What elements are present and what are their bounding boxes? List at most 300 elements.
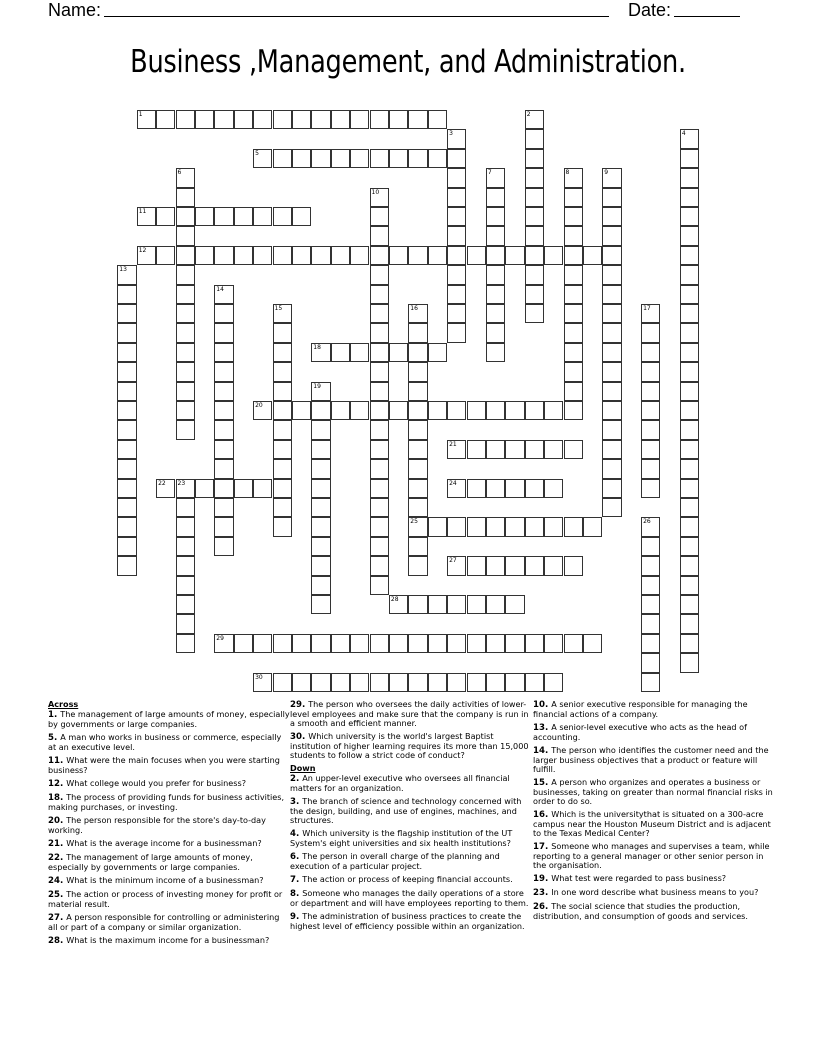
grid-cell[interactable] <box>602 168 621 187</box>
grid-cell[interactable] <box>525 440 544 459</box>
grid-cell[interactable] <box>331 673 350 692</box>
grid-cell[interactable] <box>447 673 466 692</box>
grid-cell[interactable] <box>583 517 602 536</box>
grid-cell[interactable] <box>176 265 195 284</box>
grid-cell[interactable] <box>641 517 660 536</box>
grid-cell[interactable] <box>195 246 214 265</box>
grid-cell[interactable] <box>564 265 583 284</box>
grid-cell[interactable] <box>525 634 544 653</box>
grid-cell[interactable] <box>234 207 253 226</box>
grid-cell[interactable] <box>525 265 544 284</box>
grid-cell[interactable] <box>273 304 292 323</box>
grid-cell[interactable] <box>350 110 369 129</box>
grid-cell[interactable] <box>253 673 272 692</box>
grid-cell[interactable] <box>273 634 292 653</box>
grid-cell[interactable] <box>176 343 195 362</box>
grid-cell[interactable] <box>117 382 136 401</box>
grid-cell[interactable] <box>525 246 544 265</box>
grid-cell[interactable] <box>214 382 233 401</box>
grid-cell[interactable] <box>505 595 524 614</box>
grid-cell[interactable] <box>350 343 369 362</box>
grid-cell[interactable] <box>525 304 544 323</box>
grid-cell[interactable] <box>117 401 136 420</box>
grid-cell[interactable] <box>311 479 330 498</box>
grid-cell[interactable] <box>564 634 583 653</box>
grid-cell[interactable] <box>680 382 699 401</box>
grid-cell[interactable] <box>486 401 505 420</box>
grid-cell[interactable] <box>350 246 369 265</box>
grid-cell[interactable] <box>525 556 544 575</box>
grid-cell[interactable] <box>602 420 621 439</box>
grid-cell[interactable] <box>564 207 583 226</box>
grid-cell[interactable] <box>486 479 505 498</box>
grid-cell[interactable] <box>370 149 389 168</box>
grid-cell[interactable] <box>447 479 466 498</box>
grid-cell[interactable] <box>602 323 621 342</box>
grid-cell[interactable] <box>176 285 195 304</box>
grid-cell[interactable] <box>214 304 233 323</box>
grid-cell[interactable] <box>447 517 466 536</box>
grid-cell[interactable] <box>408 440 427 459</box>
grid-cell[interactable] <box>447 226 466 245</box>
grid-cell[interactable] <box>156 479 175 498</box>
grid-cell[interactable] <box>253 401 272 420</box>
grid-cell[interactable] <box>486 343 505 362</box>
grid-cell[interactable] <box>311 634 330 653</box>
grid-cell[interactable] <box>641 673 660 692</box>
grid-cell[interactable] <box>544 556 563 575</box>
grid-cell[interactable] <box>273 420 292 439</box>
grid-cell[interactable] <box>505 440 524 459</box>
grid-cell[interactable] <box>156 246 175 265</box>
grid-cell[interactable] <box>447 265 466 284</box>
grid-cell[interactable] <box>389 149 408 168</box>
grid-cell[interactable] <box>408 304 427 323</box>
grid-cell[interactable] <box>680 537 699 556</box>
grid-cell[interactable] <box>311 401 330 420</box>
grid-cell[interactable] <box>525 207 544 226</box>
grid-cell[interactable] <box>214 207 233 226</box>
grid-cell[interactable] <box>292 246 311 265</box>
grid-cell[interactable] <box>428 595 447 614</box>
grid-cell[interactable] <box>486 556 505 575</box>
grid-cell[interactable] <box>117 420 136 439</box>
grid-cell[interactable] <box>641 401 660 420</box>
grid-cell[interactable] <box>214 498 233 517</box>
grid-cell[interactable] <box>602 285 621 304</box>
grid-cell[interactable] <box>428 149 447 168</box>
grid-cell[interactable] <box>486 207 505 226</box>
grid-cell[interactable] <box>117 343 136 362</box>
grid-cell[interactable] <box>253 479 272 498</box>
grid-cell[interactable] <box>505 556 524 575</box>
grid-cell[interactable] <box>447 440 466 459</box>
grid-cell[interactable] <box>641 343 660 362</box>
grid-cell[interactable] <box>544 440 563 459</box>
grid-cell[interactable] <box>311 246 330 265</box>
grid-cell[interactable] <box>214 459 233 478</box>
grid-cell[interactable] <box>234 246 253 265</box>
grid-cell[interactable] <box>117 479 136 498</box>
grid-cell[interactable] <box>602 246 621 265</box>
grid-cell[interactable] <box>311 440 330 459</box>
grid-cell[interactable] <box>525 129 544 148</box>
grid-cell[interactable] <box>370 537 389 556</box>
grid-cell[interactable] <box>176 576 195 595</box>
grid-cell[interactable] <box>311 110 330 129</box>
grid-cell[interactable] <box>680 653 699 672</box>
grid-cell[interactable] <box>311 595 330 614</box>
grid-cell[interactable] <box>408 323 427 342</box>
grid-cell[interactable] <box>680 517 699 536</box>
grid-cell[interactable] <box>525 401 544 420</box>
grid-cell[interactable] <box>156 207 175 226</box>
grid-cell[interactable] <box>486 226 505 245</box>
grid-cell[interactable] <box>467 479 486 498</box>
grid-cell[interactable] <box>408 382 427 401</box>
grid-cell[interactable] <box>389 595 408 614</box>
grid-cell[interactable] <box>544 517 563 536</box>
grid-cell[interactable] <box>176 304 195 323</box>
grid-cell[interactable] <box>680 479 699 498</box>
grid-cell[interactable] <box>214 479 233 498</box>
grid-cell[interactable] <box>408 673 427 692</box>
grid-cell[interactable] <box>544 479 563 498</box>
grid-cell[interactable] <box>525 168 544 187</box>
grid-cell[interactable] <box>311 382 330 401</box>
grid-cell[interactable] <box>408 246 427 265</box>
grid-cell[interactable] <box>583 246 602 265</box>
grid-cell[interactable] <box>447 556 466 575</box>
grid-cell[interactable] <box>408 595 427 614</box>
grid-cell[interactable] <box>117 304 136 323</box>
grid-cell[interactable] <box>117 440 136 459</box>
grid-cell[interactable] <box>195 479 214 498</box>
grid-cell[interactable] <box>311 517 330 536</box>
grid-cell[interactable] <box>564 304 583 323</box>
grid-cell[interactable] <box>447 323 466 342</box>
grid-cell[interactable] <box>311 343 330 362</box>
grid-cell[interactable] <box>389 343 408 362</box>
grid-cell[interactable] <box>176 420 195 439</box>
grid-cell[interactable] <box>447 246 466 265</box>
grid-cell[interactable] <box>428 110 447 129</box>
grid-cell[interactable] <box>389 246 408 265</box>
grid-cell[interactable] <box>389 401 408 420</box>
grid-cell[interactable] <box>370 673 389 692</box>
grid-cell[interactable] <box>214 537 233 556</box>
grid-cell[interactable] <box>680 168 699 187</box>
grid-cell[interactable] <box>117 517 136 536</box>
grid-cell[interactable] <box>564 343 583 362</box>
grid-cell[interactable] <box>447 285 466 304</box>
grid-cell[interactable] <box>680 459 699 478</box>
grid-cell[interactable] <box>447 129 466 148</box>
grid-cell[interactable] <box>273 110 292 129</box>
grid-cell[interactable] <box>505 634 524 653</box>
grid-cell[interactable] <box>564 556 583 575</box>
grid-cell[interactable] <box>505 401 524 420</box>
grid-cell[interactable] <box>680 401 699 420</box>
grid-cell[interactable] <box>137 246 156 265</box>
grid-cell[interactable] <box>408 634 427 653</box>
grid-cell[interactable] <box>486 673 505 692</box>
grid-cell[interactable] <box>505 479 524 498</box>
grid-cell[interactable] <box>273 343 292 362</box>
grid-cell[interactable] <box>253 207 272 226</box>
grid-cell[interactable] <box>680 285 699 304</box>
grid-cell[interactable] <box>583 634 602 653</box>
grid-cell[interactable] <box>680 265 699 284</box>
grid-cell[interactable] <box>408 517 427 536</box>
grid-cell[interactable] <box>447 634 466 653</box>
grid-cell[interactable] <box>292 207 311 226</box>
grid-cell[interactable] <box>214 110 233 129</box>
grid-cell[interactable] <box>408 459 427 478</box>
grid-cell[interactable] <box>292 149 311 168</box>
grid-cell[interactable] <box>311 556 330 575</box>
grid-cell[interactable] <box>234 634 253 653</box>
grid-cell[interactable] <box>176 323 195 342</box>
grid-cell[interactable] <box>641 304 660 323</box>
grid-cell[interactable] <box>156 110 175 129</box>
grid-cell[interactable] <box>602 226 621 245</box>
grid-cell[interactable] <box>370 246 389 265</box>
grid-cell[interactable] <box>525 673 544 692</box>
grid-cell[interactable] <box>564 188 583 207</box>
grid-cell[interactable] <box>311 498 330 517</box>
grid-cell[interactable] <box>486 246 505 265</box>
grid-cell[interactable] <box>370 285 389 304</box>
grid-cell[interactable] <box>408 149 427 168</box>
grid-cell[interactable] <box>564 246 583 265</box>
grid-cell[interactable] <box>176 537 195 556</box>
grid-cell[interactable] <box>273 517 292 536</box>
grid-cell[interactable] <box>447 168 466 187</box>
grid-cell[interactable] <box>486 188 505 207</box>
grid-cell[interactable] <box>408 401 427 420</box>
grid-cell[interactable] <box>370 440 389 459</box>
grid-cell[interactable] <box>602 440 621 459</box>
grid-cell[interactable] <box>176 110 195 129</box>
grid-cell[interactable] <box>408 556 427 575</box>
grid-cell[interactable] <box>467 401 486 420</box>
grid-cell[interactable] <box>117 459 136 478</box>
grid-cell[interactable] <box>253 110 272 129</box>
grid-cell[interactable] <box>564 440 583 459</box>
grid-cell[interactable] <box>602 188 621 207</box>
grid-cell[interactable] <box>525 188 544 207</box>
grid-cell[interactable] <box>273 673 292 692</box>
grid-cell[interactable] <box>564 323 583 342</box>
grid-cell[interactable] <box>486 265 505 284</box>
grid-cell[interactable] <box>467 517 486 536</box>
grid-cell[interactable] <box>214 285 233 304</box>
grid-cell[interactable] <box>486 323 505 342</box>
grid-cell[interactable] <box>641 420 660 439</box>
grid-cell[interactable] <box>447 595 466 614</box>
grid-cell[interactable] <box>564 168 583 187</box>
grid-cell[interactable] <box>176 168 195 187</box>
grid-cell[interactable] <box>273 498 292 517</box>
grid-cell[interactable] <box>176 498 195 517</box>
grid-cell[interactable] <box>370 401 389 420</box>
grid-cell[interactable] <box>273 479 292 498</box>
grid-cell[interactable] <box>117 285 136 304</box>
grid-cell[interactable] <box>273 459 292 478</box>
grid-cell[interactable] <box>602 207 621 226</box>
grid-cell[interactable] <box>428 246 447 265</box>
grid-cell[interactable] <box>680 420 699 439</box>
grid-cell[interactable] <box>370 226 389 245</box>
grid-cell[interactable] <box>389 110 408 129</box>
grid-cell[interactable] <box>641 556 660 575</box>
grid-cell[interactable] <box>214 343 233 362</box>
grid-cell[interactable] <box>467 440 486 459</box>
grid-cell[interactable] <box>370 110 389 129</box>
grid-cell[interactable] <box>505 246 524 265</box>
grid-cell[interactable] <box>602 382 621 401</box>
grid-cell[interactable] <box>350 401 369 420</box>
grid-cell[interactable] <box>331 634 350 653</box>
grid-cell[interactable] <box>680 595 699 614</box>
grid-cell[interactable] <box>680 246 699 265</box>
grid-cell[interactable] <box>680 188 699 207</box>
grid-cell[interactable] <box>311 537 330 556</box>
grid-cell[interactable] <box>467 673 486 692</box>
grid-cell[interactable] <box>467 634 486 653</box>
grid-cell[interactable] <box>680 362 699 381</box>
grid-cell[interactable] <box>273 440 292 459</box>
grid-cell[interactable] <box>273 401 292 420</box>
grid-cell[interactable] <box>117 498 136 517</box>
grid-cell[interactable] <box>641 576 660 595</box>
grid-cell[interactable] <box>253 634 272 653</box>
grid-cell[interactable] <box>176 188 195 207</box>
grid-cell[interactable] <box>195 207 214 226</box>
grid-cell[interactable] <box>641 440 660 459</box>
grid-cell[interactable] <box>641 362 660 381</box>
grid-cell[interactable] <box>680 304 699 323</box>
grid-cell[interactable] <box>350 149 369 168</box>
grid-cell[interactable] <box>331 246 350 265</box>
grid-cell[interactable] <box>544 673 563 692</box>
grid-cell[interactable] <box>214 440 233 459</box>
grid-cell[interactable] <box>680 226 699 245</box>
grid-cell[interactable] <box>234 479 253 498</box>
grid-cell[interactable] <box>408 420 427 439</box>
grid-cell[interactable] <box>370 459 389 478</box>
grid-cell[interactable] <box>680 129 699 148</box>
grid-cell[interactable] <box>331 343 350 362</box>
grid-cell[interactable] <box>370 265 389 284</box>
grid-cell[interactable] <box>447 401 466 420</box>
grid-cell[interactable] <box>176 479 195 498</box>
grid-cell[interactable] <box>486 595 505 614</box>
grid-cell[interactable] <box>214 246 233 265</box>
grid-cell[interactable] <box>176 382 195 401</box>
grid-cell[interactable] <box>564 517 583 536</box>
grid-cell[interactable] <box>428 343 447 362</box>
grid-cell[interactable] <box>370 207 389 226</box>
grid-cell[interactable] <box>641 653 660 672</box>
grid-cell[interactable] <box>176 517 195 536</box>
grid-cell[interactable] <box>486 517 505 536</box>
grid-cell[interactable] <box>447 207 466 226</box>
grid-cell[interactable] <box>117 537 136 556</box>
grid-cell[interactable] <box>602 304 621 323</box>
grid-cell[interactable] <box>564 382 583 401</box>
grid-cell[interactable] <box>544 246 563 265</box>
grid-cell[interactable] <box>602 459 621 478</box>
grid-cell[interactable] <box>408 498 427 517</box>
grid-cell[interactable] <box>641 479 660 498</box>
grid-cell[interactable] <box>680 498 699 517</box>
grid-cell[interactable] <box>311 149 330 168</box>
grid-cell[interactable] <box>428 634 447 653</box>
grid-cell[interactable] <box>389 673 408 692</box>
grid-cell[interactable] <box>447 188 466 207</box>
grid-cell[interactable] <box>311 576 330 595</box>
grid-cell[interactable] <box>370 634 389 653</box>
grid-cell[interactable] <box>641 382 660 401</box>
grid-cell[interactable] <box>176 595 195 614</box>
grid-cell[interactable] <box>544 634 563 653</box>
grid-cell[interactable] <box>273 362 292 381</box>
grid-cell[interactable] <box>408 362 427 381</box>
grid-cell[interactable] <box>311 420 330 439</box>
grid-cell[interactable] <box>408 110 427 129</box>
grid-cell[interactable] <box>176 207 195 226</box>
grid-cell[interactable] <box>214 420 233 439</box>
grid-cell[interactable] <box>370 498 389 517</box>
grid-cell[interactable] <box>486 440 505 459</box>
grid-cell[interactable] <box>292 401 311 420</box>
grid-cell[interactable] <box>292 634 311 653</box>
grid-cell[interactable] <box>641 323 660 342</box>
grid-cell[interactable] <box>214 401 233 420</box>
grid-cell[interactable] <box>370 556 389 575</box>
grid-cell[interactable] <box>408 537 427 556</box>
grid-cell[interactable] <box>176 614 195 633</box>
grid-cell[interactable] <box>350 673 369 692</box>
grid-cell[interactable] <box>234 110 253 129</box>
grid-cell[interactable] <box>331 110 350 129</box>
grid-cell[interactable] <box>641 614 660 633</box>
grid-cell[interactable] <box>505 517 524 536</box>
grid-cell[interactable] <box>602 401 621 420</box>
grid-cell[interactable] <box>370 517 389 536</box>
grid-cell[interactable] <box>525 226 544 245</box>
grid-cell[interactable] <box>214 517 233 536</box>
grid-cell[interactable] <box>680 634 699 653</box>
grid-cell[interactable] <box>408 479 427 498</box>
grid-cell[interactable] <box>273 207 292 226</box>
grid-cell[interactable] <box>370 343 389 362</box>
grid-cell[interactable] <box>370 323 389 342</box>
grid-cell[interactable] <box>525 149 544 168</box>
grid-cell[interactable] <box>641 634 660 653</box>
grid-cell[interactable] <box>525 479 544 498</box>
grid-cell[interactable] <box>680 323 699 342</box>
grid-cell[interactable] <box>428 517 447 536</box>
grid-cell[interactable] <box>195 110 214 129</box>
grid-cell[interactable] <box>117 556 136 575</box>
grid-cell[interactable] <box>176 362 195 381</box>
grid-cell[interactable] <box>137 207 156 226</box>
grid-cell[interactable] <box>117 323 136 342</box>
grid-cell[interactable] <box>525 110 544 129</box>
